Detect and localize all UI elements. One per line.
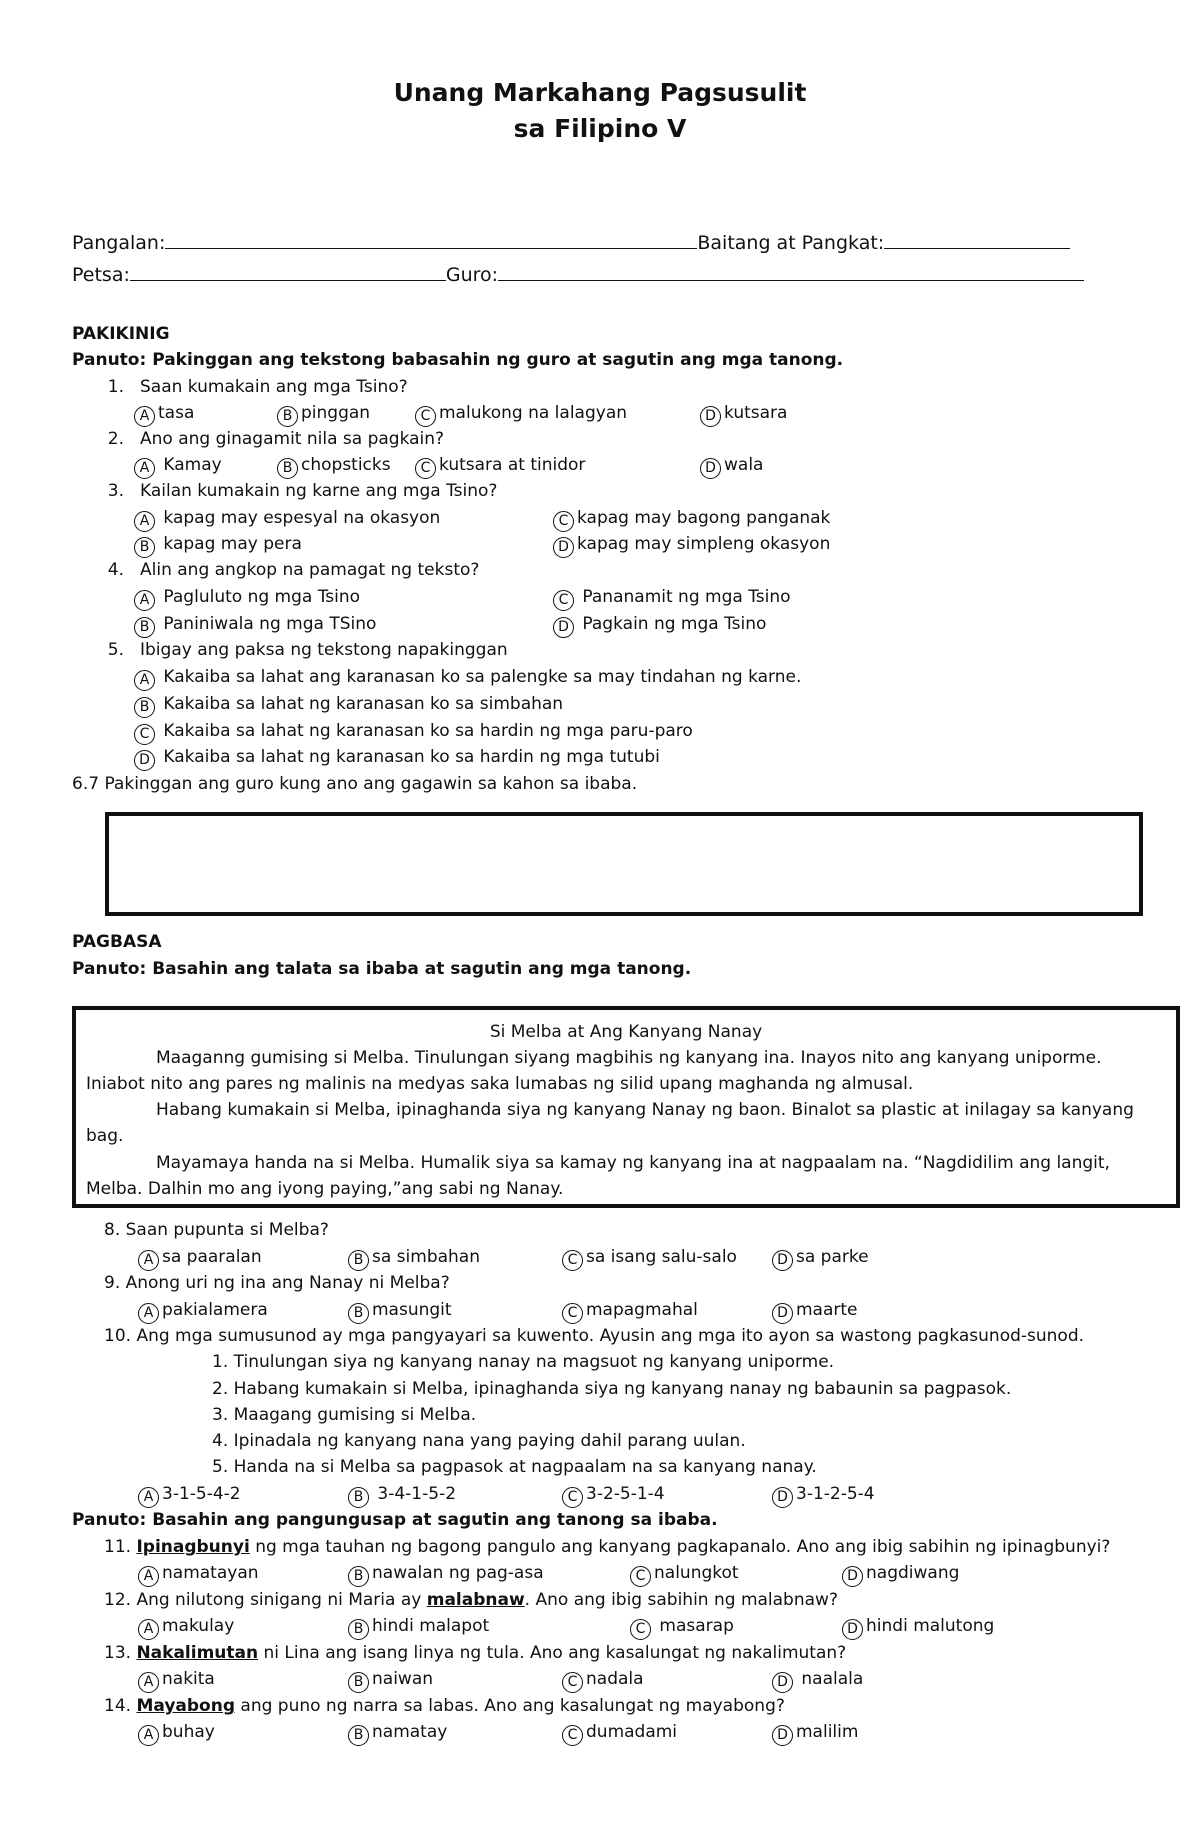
option-b-circle: B xyxy=(277,458,298,479)
q9-option-a[interactable]: A pakialamera xyxy=(138,1300,268,1324)
q2-option-b[interactable]: B chopsticks xyxy=(277,455,391,479)
pakikinig-heading: PAKIKINIG xyxy=(72,324,170,344)
q12-option-d[interactable]: D hindi malutong xyxy=(842,1616,994,1640)
option-a-circle: A xyxy=(138,1566,159,1587)
option-c-circle: C xyxy=(134,724,155,745)
q4-option-b[interactable]: B Paniniwala ng mga TSino xyxy=(134,614,376,638)
q5-option-d[interactable]: D Kakaiba sa lahat ng karanasan ko sa hardin ng mga tutubi xyxy=(134,747,660,771)
option-b-circle: B xyxy=(134,697,155,718)
q13-option-c[interactable]: C nadala xyxy=(562,1669,644,1693)
name-label: Pangalan: xyxy=(72,232,166,254)
date-field xyxy=(72,262,1084,286)
q2-option-c[interactable]: C kutsara at tinidor xyxy=(415,455,585,479)
q8-text: 8. Saan pupunta si Melba? xyxy=(104,1220,329,1240)
q2-text: Ano ang ginagamit nila sa pagkain? xyxy=(140,429,445,449)
q10-option-c[interactable]: C 3-2-5-1-4 xyxy=(562,1484,665,1508)
date-blank[interactable] xyxy=(130,262,446,281)
q14-option-b[interactable]: B namatay xyxy=(348,1722,447,1746)
q2-number: 2. xyxy=(107,429,124,449)
option-b-circle: B xyxy=(348,1619,369,1640)
q10-event: 2. Habang kumakain si Melba, ipinaghanda siya ng kanyang nanay ng babaunin sa pagpasok. xyxy=(212,1379,1012,1399)
q3-text: Kailan kumakain ng karne ang mga Tsino? xyxy=(140,481,498,501)
q4-text: Alin ang angkop na pamagat ng teksto? xyxy=(140,560,480,580)
option-a-circle: A xyxy=(138,1250,159,1271)
q10-option-a[interactable]: A 3-1-5-4-2 xyxy=(138,1484,241,1508)
q1-option-c[interactable]: C malukong na lalagyan xyxy=(415,403,627,427)
q8-option-b[interactable]: B sa simbahan xyxy=(348,1247,480,1271)
option-a-circle: A xyxy=(138,1487,159,1508)
option-d-circle: D xyxy=(842,1619,863,1640)
pakikinig-instruction: Panuto: Pakinggan ang tekstong babasahin ng guro at sagutin ang mga tanong. xyxy=(72,350,844,370)
q11-option-d[interactable]: D nagdiwang xyxy=(842,1563,959,1587)
q4-number: 4. xyxy=(107,560,124,580)
option-a-circle: A xyxy=(134,406,155,427)
q12-option-c[interactable]: C masarap xyxy=(630,1616,734,1640)
q12-keyword: malabnaw xyxy=(426,1590,525,1610)
q4-option-c[interactable]: C Pananamit ng mga Tsino xyxy=(553,587,791,611)
q5-text: Ibigay ang paksa ng tekstong napakinggan xyxy=(140,640,508,660)
q2-option-d[interactable]: D wala xyxy=(700,455,763,479)
q5-option-a[interactable]: A Kakaiba sa lahat ang karanasan ko sa palengke sa may tindahan ng karne. xyxy=(134,667,801,691)
q11-text: 11. Ipinagbunyi ng mga tauhan ng bagong pangulo ang kanyang pagkapanalo. Ano ang ibig sabihin ng ipinagbunyi? xyxy=(104,1537,1111,1557)
option-d-circle: D xyxy=(842,1566,863,1587)
q1-option-a[interactable]: A tasa xyxy=(134,403,194,427)
option-a-circle: A xyxy=(138,1619,159,1640)
vocabulary-instruction: Panuto: Basahin ang pangungusap at sagutin ang tanong sa ibaba. xyxy=(72,1510,718,1530)
q13-option-a[interactable]: A nakita xyxy=(138,1669,215,1693)
option-b-circle: B xyxy=(348,1725,369,1746)
q8-option-a[interactable]: A sa paaralan xyxy=(138,1247,262,1271)
option-c-circle: C xyxy=(630,1619,651,1640)
q6-7-instruction: 6.7 Pakinggan ang guro kung ano ang gagawin sa kahon sa ibaba. xyxy=(72,774,638,794)
q14-option-d[interactable]: D malilim xyxy=(772,1722,858,1746)
q1-option-b[interactable]: B pinggan xyxy=(277,403,370,427)
q3-option-d[interactable]: D kapag may simpleng okasyon xyxy=(553,534,830,558)
q12-text: 12. Ang nilutong sinigang ni Maria ay malabnaw. Ano ang ibig sabihin ng malabnaw? xyxy=(104,1590,838,1610)
story-line: Habang kumakain si Melba, ipinaghanda siya ng kanyang Nanay ng baon. Binalot sa plastic at inilagay sa kanyang xyxy=(156,1100,1134,1120)
name-blank[interactable] xyxy=(165,230,697,249)
name-field xyxy=(72,230,1070,254)
q10-option-d[interactable]: D 3-1-2-5-4 xyxy=(772,1484,875,1508)
pagbasa-instruction: Panuto: Basahin ang talata sa ibaba at sagutin ang mga tanong. xyxy=(72,959,692,979)
q3-option-c[interactable]: C kapag may bagong panganak xyxy=(553,508,830,532)
q4-option-d[interactable]: D Pagkain ng mga Tsino xyxy=(553,614,766,638)
option-c-circle: C xyxy=(562,1487,583,1508)
q10-event: 5. Handa na si Melba sa pagpasok at nagpaalam na sa kanyang nanay. xyxy=(212,1457,817,1477)
q11-option-b[interactable]: B nawalan ng pag-asa xyxy=(348,1563,544,1587)
option-b-circle: B xyxy=(348,1303,369,1324)
option-b-circle: B xyxy=(277,406,298,427)
option-d-circle: D xyxy=(772,1725,793,1746)
answer-box[interactable] xyxy=(105,812,1143,916)
q4-option-a[interactable]: A Pagluluto ng mga Tsino xyxy=(134,587,360,611)
teacher-blank[interactable] xyxy=(498,262,1084,281)
pagbasa-heading: PAGBASA xyxy=(72,932,162,952)
option-c-circle: C xyxy=(553,511,574,532)
q13-option-d[interactable]: D naalala xyxy=(772,1669,863,1693)
story-line: Melba. Dalhin mo ang iyong paying,”ang sabi ng Nanay. xyxy=(86,1179,564,1199)
option-d-circle: D xyxy=(700,458,721,479)
q2-option-a[interactable]: A Kamay xyxy=(134,455,222,479)
option-d-circle: D xyxy=(700,406,721,427)
q14-option-c[interactable]: C dumadami xyxy=(562,1722,677,1746)
teacher-label: Guro: xyxy=(445,264,499,286)
q3-option-b[interactable]: B kapag may pera xyxy=(134,534,302,558)
q8-option-d[interactable]: D sa parke xyxy=(772,1247,869,1271)
exam-subtitle: sa Filipino V xyxy=(513,114,687,143)
option-c-circle: C xyxy=(415,458,436,479)
grade-blank[interactable] xyxy=(884,230,1070,249)
story-line: Iniabot nito ang pares ng malinis na medyas saka lumabas ng silid upang maghanda ng almusal. xyxy=(86,1074,914,1094)
option-d-circle: D xyxy=(772,1487,793,1508)
q9-option-c[interactable]: C mapagmahal xyxy=(562,1300,698,1324)
q11-keyword: Ipinagbunyi xyxy=(136,1537,250,1557)
option-a-circle: A xyxy=(138,1672,159,1693)
q13-option-b[interactable]: B naiwan xyxy=(348,1669,433,1693)
option-d-circle: D xyxy=(134,750,155,771)
option-c-circle: C xyxy=(553,590,574,611)
q5-option-b[interactable]: B Kakaiba sa lahat ng karanasan ko sa simbahan xyxy=(134,694,563,718)
date-label: Petsa: xyxy=(72,264,130,286)
option-b-circle: B xyxy=(348,1566,369,1587)
q11-option-a[interactable]: A namatayan xyxy=(138,1563,259,1587)
q10-option-b[interactable]: B 3-4-1-5-2 xyxy=(348,1484,456,1508)
option-a-circle: A xyxy=(134,590,155,611)
option-d-circle: D xyxy=(553,537,574,558)
q5-option-c[interactable]: C Kakaiba sa lahat ng karanasan ko sa hardin ng mga paru-paro xyxy=(134,721,693,745)
option-d-circle: D xyxy=(553,617,574,638)
grade-label: Baitang at Pangkat: xyxy=(697,232,885,254)
story-line: bag. xyxy=(86,1126,124,1146)
q9-option-b[interactable]: B masungit xyxy=(348,1300,452,1324)
option-c-circle: C xyxy=(562,1303,583,1324)
q11-option-c[interactable]: C nalungkot xyxy=(630,1563,739,1587)
option-c-circle: C xyxy=(630,1566,651,1587)
q14-text: 14. Mayabong ang puno ng narra sa labas. Ano ang kasalungat ng mayabong? xyxy=(104,1696,785,1716)
option-a-circle: A xyxy=(138,1725,159,1746)
q9-text: 9. Anong uri ng ina ang Nanay ni Melba? xyxy=(104,1273,450,1293)
option-c-circle: C xyxy=(562,1725,583,1746)
q12-option-b[interactable]: B hindi malapot xyxy=(348,1616,489,1640)
q13-keyword: Nakalimutan xyxy=(136,1643,259,1663)
q1-number: 1. xyxy=(107,377,124,397)
q10-event: 3. Maagang gumising si Melba. xyxy=(212,1405,477,1425)
option-a-circle: A xyxy=(134,670,155,691)
story-line: Mayamaya handa na si Melba. Humalik siya sa kamay ng kanyang ina at nagpaalam na. “Nagdidilim ang langit, xyxy=(156,1153,1110,1173)
q14-option-a[interactable]: A buhay xyxy=(138,1722,215,1746)
option-b-circle: B xyxy=(348,1250,369,1271)
q10-text: 10. Ang mga sumusunod ay mga pangyayari sa kuwento. Ayusin ang mga ito ayon sa wastong pagkasunod-sunod. xyxy=(104,1326,1085,1346)
q12-option-a[interactable]: A makulay xyxy=(138,1616,234,1640)
q9-option-d[interactable]: D maarte xyxy=(772,1300,858,1324)
exam-title: Unang Markahang Pagsusulit xyxy=(393,78,807,107)
q13-text: 13. Nakalimutan ni Lina ang isang linya ng tula. Ano ang kasalungat ng nakalimutan? xyxy=(104,1643,847,1663)
story-line: Maaganng gumising si Melba. Tinulungan siyang magbihis ng kanyang ina. Inayos nito ang kanyang uniporme. xyxy=(156,1048,1102,1068)
q3-option-a[interactable]: A kapag may espesyal na okasyon xyxy=(134,508,440,532)
story-title: Si Melba at Ang Kanyang Nanay xyxy=(489,1022,763,1042)
q10-event: 1. Tinulungan siya ng kanyang nanay na magsuot ng kanyang uniporme. xyxy=(212,1352,835,1372)
option-d-circle: D xyxy=(772,1303,793,1324)
option-b-circle: B xyxy=(134,617,155,638)
option-c-circle: C xyxy=(562,1672,583,1693)
option-b-circle: B xyxy=(348,1672,369,1693)
option-d-circle: D xyxy=(772,1250,793,1271)
q5-number: 5. xyxy=(107,640,124,660)
option-a-circle: A xyxy=(134,511,155,532)
option-a-circle: A xyxy=(138,1303,159,1324)
q10-event: 4. Ipinadala ng kanyang nana yang paying dahil parang uulan. xyxy=(212,1431,746,1451)
q14-keyword: Mayabong xyxy=(136,1696,235,1716)
option-b-circle: B xyxy=(134,537,155,558)
option-b-circle: B xyxy=(348,1487,369,1508)
q1-text: Saan kumakain ang mga Tsino? xyxy=(140,377,408,397)
option-a-circle: A xyxy=(134,458,155,479)
option-c-circle: C xyxy=(562,1250,583,1271)
q8-option-c[interactable]: C sa isang salu-salo xyxy=(562,1247,737,1271)
option-c-circle: C xyxy=(415,406,436,427)
q3-number: 3. xyxy=(107,481,124,501)
q1-option-d[interactable]: D kutsara xyxy=(700,403,787,427)
option-d-circle: D xyxy=(772,1672,793,1693)
